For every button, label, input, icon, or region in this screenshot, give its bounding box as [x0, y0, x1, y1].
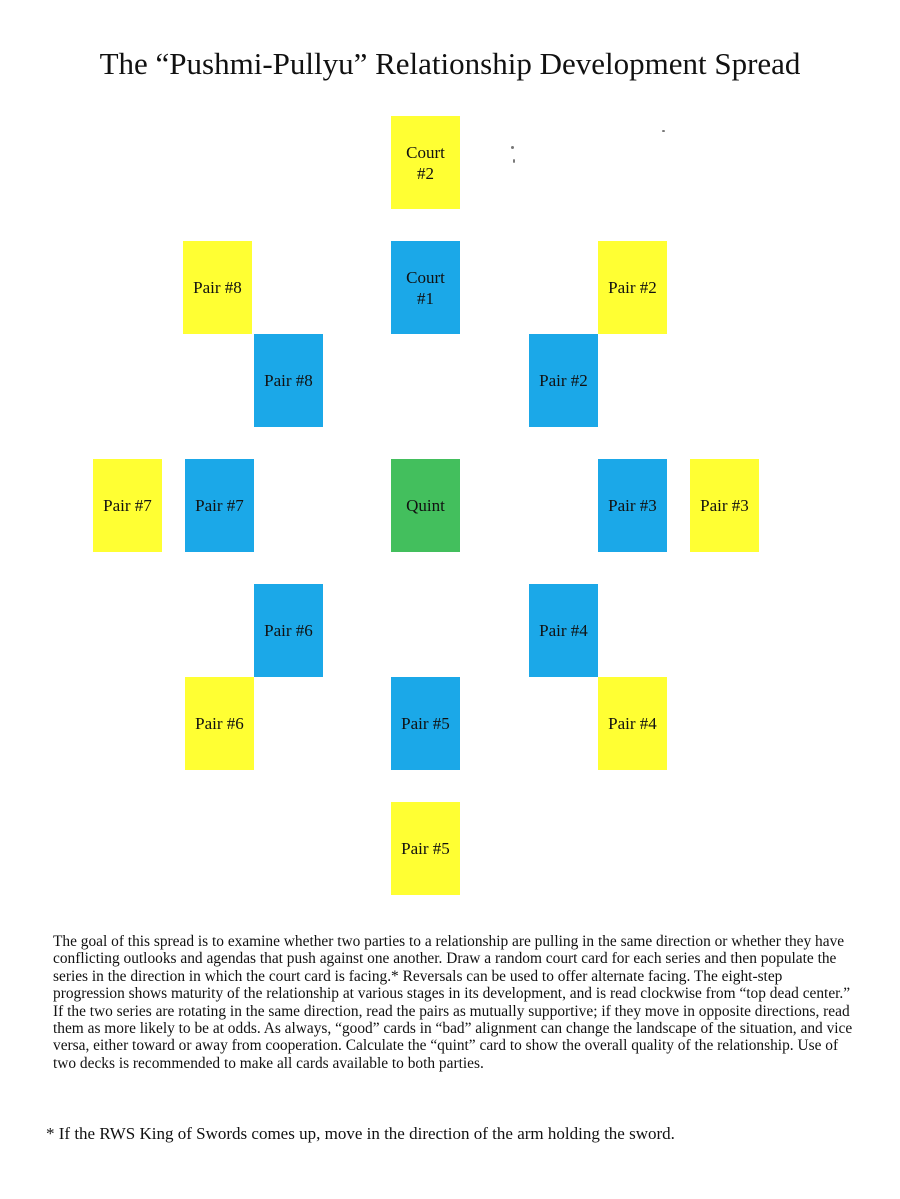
card-court-1	[391, 241, 460, 334]
card-number: #1	[416, 288, 434, 308]
scan-speck	[511, 146, 514, 149]
card-pair-7-yellow: Pair #7	[93, 459, 162, 552]
scan-speck	[513, 159, 515, 163]
page-title: The “Pushmi-Pullyu” Relationship Development Spread	[99, 46, 801, 81]
card-pair-3-blue: Pair #3	[598, 459, 667, 552]
card-pair-2-blue: Pair #2	[529, 334, 598, 427]
footnote: * If the RWS King of Swords comes up, move in the direction of the arm holding the sword.	[46, 1124, 675, 1143]
card-court-2	[391, 116, 460, 209]
card-label: Court	[406, 142, 445, 162]
card-pair-3-yellow: Pair #3	[690, 459, 759, 552]
card-pair-5-yellow: Pair #5	[391, 802, 460, 895]
card-pair-7-blue: Pair #7	[185, 459, 254, 552]
card-pair-5-blue: Pair #5	[391, 677, 460, 770]
description-paragraph: The goal of this spread is to examine whether two parties to a relationship are pulling in the same direction or whether they have conflicting outlooks and agendas that push against one another. Draw a random court card for each series and then populate the series in the direction in which the court card is facing.* Reversals can be used to offer alternate facing. The eight-step progression shows maturity of the relationship at various stages in its development, and is read clockwise from “top dead center.” If the two series are rotating in the same direction, read the pairs as mutually supportive; if they move in opposite directions, read them as more likely to be at odds. As always, “good” cards in “bad” alignment can change the landscape of the situation, and vice versa, either toward or away from cooperation. Calculate the “quint” card to show the overall quality of the relationship. Use of two decks is recommended to make all cards available to both parties.	[53, 933, 853, 1072]
card-pair-6-yellow: Pair #6	[185, 677, 254, 770]
scan-speck	[662, 130, 665, 132]
card-number: #2	[416, 163, 434, 183]
card-quint: Quint	[391, 459, 460, 552]
card-pair-8-yellow: Pair #8	[183, 241, 252, 334]
card-label: Court	[406, 267, 445, 287]
card-pair-6-blue: Pair #6	[254, 584, 323, 677]
card-pair-4-blue: Pair #4	[529, 584, 598, 677]
card-pair-8-blue: Pair #8	[254, 334, 323, 427]
card-pair-2-yellow: Pair #2	[598, 241, 667, 334]
card-pair-4-yellow: Pair #4	[598, 677, 667, 770]
